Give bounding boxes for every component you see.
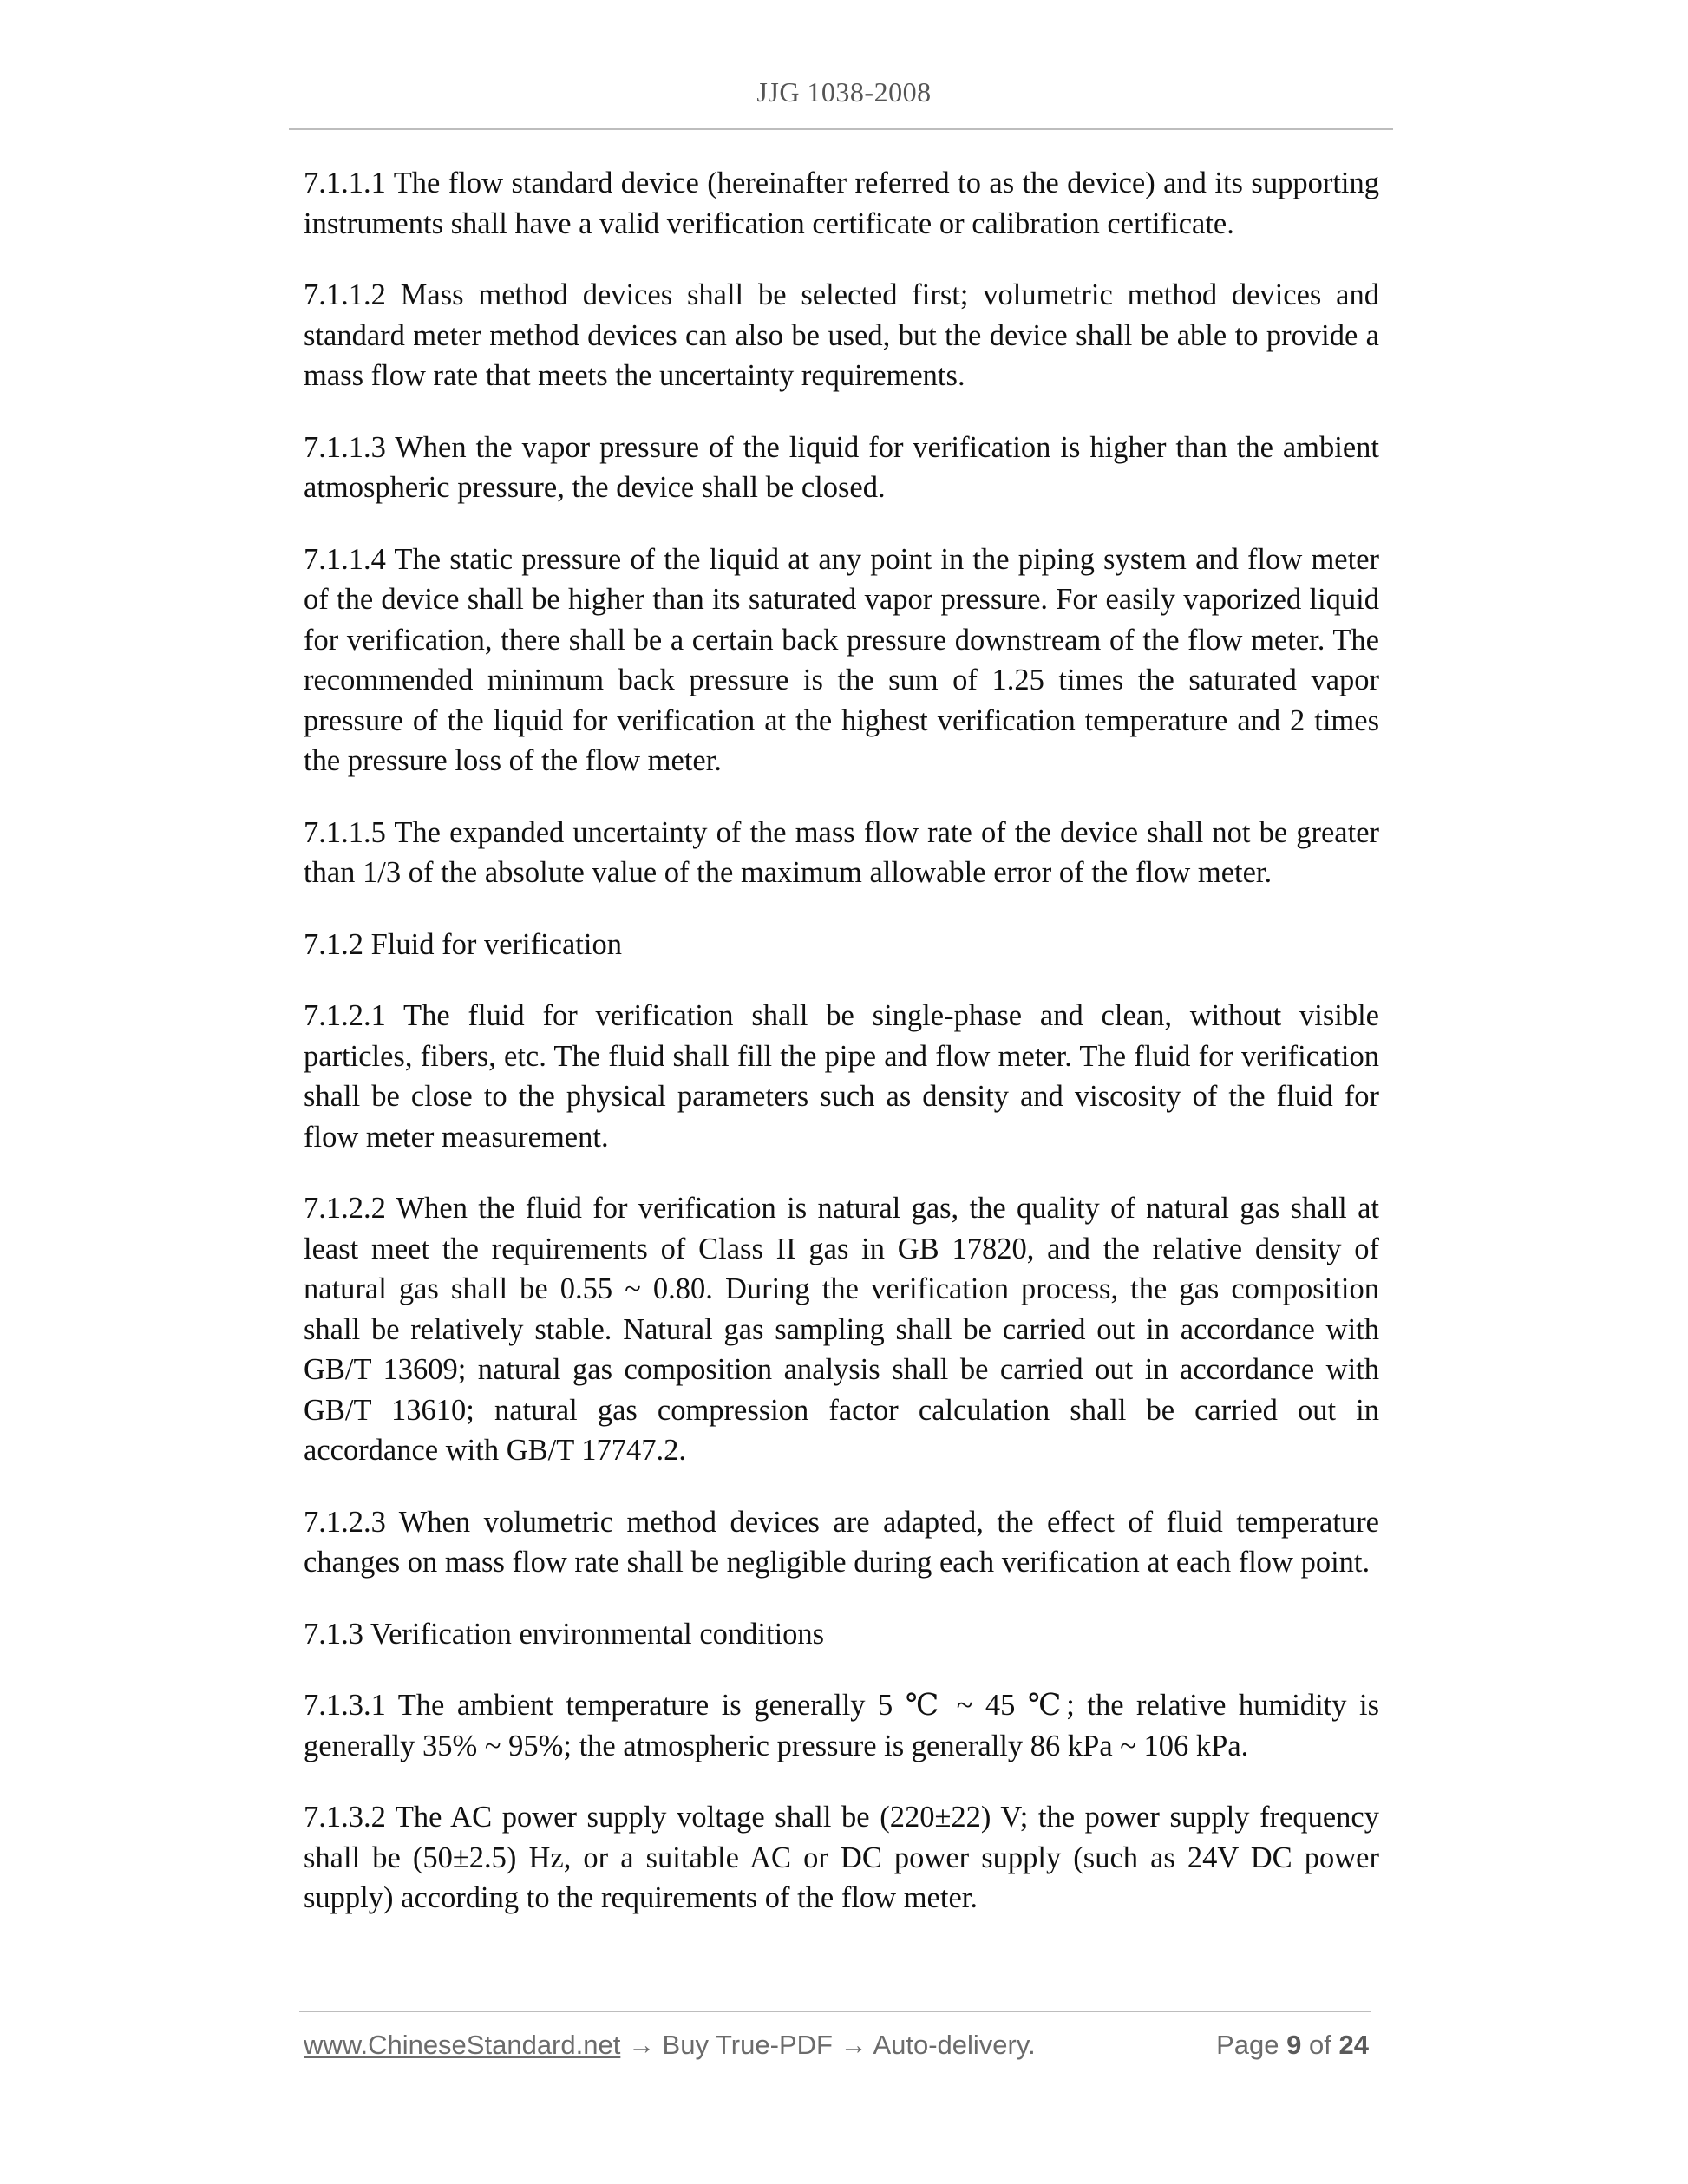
clause-7-1-1-1: 7.1.1.1 The flow standard device (hereinafter referred to as the device) and its supporting instruments shall have a valid verification certificate or calibration certificate. (304, 167, 1379, 240)
total-page-count: 24 (1338, 2030, 1369, 2060)
footer-tagline: → Buy True-PDF → Auto-delivery. (620, 2030, 1036, 2060)
clause-7-1-1-5: 7.1.1.5 The expanded uncertainty of the mass flow rate of the device shall not be greater than 1/3 of the absolute value of the maximum allowable error of the flow meter. (304, 815, 1379, 889)
footer-divider (299, 2011, 1371, 2012)
header-divider (289, 128, 1393, 130)
clause-7-1-3-1: 7.1.3.1 The ambient temperature is generally 5 ℃ ~ 45 ℃; the relative humidity is generally 35% ~ 95%; the atmospheric pressure is generally 86 kPa ~ 106 kPa. (304, 1689, 1379, 1762)
footer-promo (304, 2030, 1036, 2061)
document-body (304, 163, 1379, 1950)
current-page-number: 9 (1286, 2030, 1302, 2060)
page-label: Page (1216, 2030, 1279, 2060)
clause-7-1-2-2: 7.1.2.2 When the fluid for verification is natural gas, the quality of natural gas shall at least meet the requirements of Class II gas in GB 17820, and the relative density of natural gas shall be 0.55 ~ 0.80. During the verification process, the gas composition shall be relatively stable. Natural gas sampling shall be carried out in accordance with GB/T 13609; natural gas composition analysis shall be carried out in accordance with GB/T 13610; natural gas compression factor calculation shall be carried out in accordance with GB/T 17747.2. (304, 1192, 1379, 1467)
document-code-header: JJG 1038-2008 (756, 76, 932, 108)
clause-7-1-3-2: 7.1.3.2 The AC power supply voltage shall be (220±22) V; the power supply frequency shall be (50±2.5) Hz, or a suitable AC or DC power supply (such as 24V DC power supply) according to the requirements of the flow meter. (304, 1801, 1379, 1914)
clause-7-1-1-2: 7.1.1.2 Mass method devices shall be selected first; volumetric method devices and standard meter method devices can also be used, but the device shall be able to provide a mass flow rate that meets the uncertainty requirements. (304, 278, 1379, 392)
page-indicator (1216, 2030, 1369, 2061)
clause-7-1-1-4: 7.1.1.4 The static pressure of the liquid at any point in the piping system and flow meter of the device shall be higher than its saturated vapor pressure. For easily vaporized liquid for verification, there shall be a certain back pressure downstream of the flow meter. The recommended minimum back pressure is the sum of 1.25 times the saturated vapor pressure of the liquid for verification at the highest verification temperature and 2 times the pressure loss of the flow meter. (304, 542, 1379, 777)
section-heading-7-1-3: 7.1.3 Verification environmental conditions (304, 1617, 825, 1651)
clause-7-1-1-3: 7.1.1.3 When the vapor pressure of the liquid for verification is higher than the ambient atmospheric pressure, the device shall be closed. (304, 430, 1379, 504)
clause-7-1-2-1: 7.1.2.1 The fluid for verification shall be single-phase and clean, without visible particles, fibers, etc. The fluid shall fill the pipe and flow meter. The fluid for verification shall be close to the physical parameters such as density and viscosity of the fluid for flow meter measurement. (304, 999, 1379, 1154)
of-label: of (1309, 2030, 1331, 2060)
clause-7-1-2-3: 7.1.2.3 When volumetric method devices are adapted, the effect of fluid temperature changes on mass flow rate shall be negligible during each verification at each flow point. (304, 1505, 1379, 1579)
website-link[interactable]: www.ChineseStandard.net (304, 2030, 621, 2060)
section-heading-7-1-2: 7.1.2 Fluid for verification (304, 927, 622, 961)
